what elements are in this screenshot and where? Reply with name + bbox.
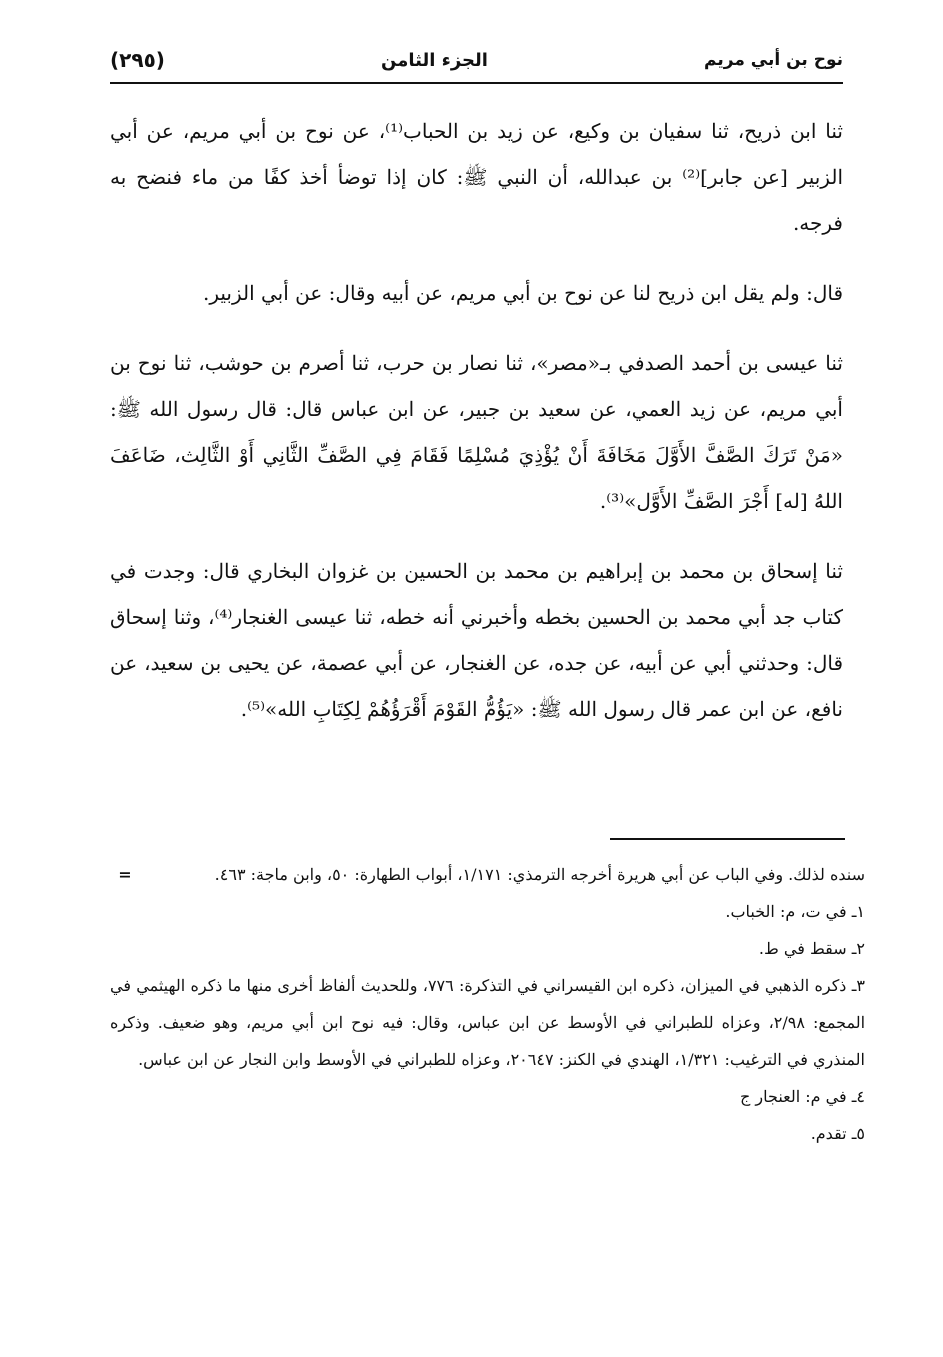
footnote-rule — [610, 838, 845, 840]
footnotes — [110, 856, 865, 1152]
paragraph: ثنا إسحاق بن محمد بن إبراهيم بن محمد بن الحسين بن غزوان البخاري قال: وجدت في كتاب جد أبي محمد بن الحسين بخطه وأخبرني أنه خطه، ثنا عيسى الغنجار⁽⁴⁾، وثنا إسحاق قال: وحدثني أبي عن أبيه، عن جده، عن الغنجار، عن أبي عصمة، عن يحيى بن سعيد، عن نافع، عن ابن عمر قال رسول الله ﷺ: «يَؤُمُّ القَوْمَ أَقْرَؤُهُمْ لِكِتَابِ الله»⁽⁵⁾. — [110, 559, 843, 721]
footnote-text: ٢ـ سقط في ط. — [758, 939, 865, 958]
footnote-item — [110, 1078, 865, 1115]
paragraph: قال: ولم يقل ابن ذريح لنا عن نوح بن أبي مريم، عن أبيه وقال: عن أبي الزبير. — [202, 281, 843, 305]
footnote-item — [110, 893, 865, 930]
page-header — [110, 38, 843, 82]
header-rule — [110, 82, 843, 84]
footnote-text: ١ـ في ت، م: الخباب. — [725, 902, 865, 921]
footnote-continued — [110, 856, 865, 893]
footnote-continued-text: سنده لذلك. وفي الباب عن أبي هريرة أخرجه الترمذي: ١/١٧١، أبواب الطهارة: ٥٠، وابن ماجة: ٤٦٣. — [214, 865, 865, 884]
footnote-text: ٤ـ في م: العنجار ج — [739, 1087, 865, 1106]
running-title: نوح بن أبي مريم — [704, 50, 843, 70]
paragraph: ثنا ابن ذريح، ثنا سفيان بن وكيع، عن زيد بن الحباب⁽¹⁾، عن نوح بن أبي مريم، عن أبي الزبير [عن جابر]⁽²⁾ بن عبدالله، أن النبي ﷺ: كان إذا توضأ أخذ كفًا من ماء فنضح به فرجه. — [110, 119, 843, 235]
footnote-item — [110, 967, 865, 1078]
footnote-item — [110, 1115, 865, 1152]
continuation-mark: = — [118, 865, 132, 884]
page-number: (٢٩٥) — [110, 48, 165, 72]
part-title: الجزء الثامن — [381, 49, 488, 71]
paragraph: ثنا عيسى بن أحمد الصدفي بـ«مصر»، ثنا نصار بن حرب، ثنا أصرم بن حوشب، ثنا نوح بن أبي مريم، عن زيد العمي، عن سعيد بن جبير، عن ابن عباس قال: قال رسول الله ﷺ: «مَنْ تَرَكَ الصَّفَّ الأَوَّلَ مَخَافَةَ أَنْ يُؤْذِيَ مُسْلِمًا فَقَامَ فِي الصَّفِّ الثَّانِي أَوْ الثَّالِث، ضَاعَفَ اللهُ [له] أَجْرَ الصَّفِّ الأَوَّل»⁽³⁾. — [110, 351, 843, 513]
footnote-item — [110, 930, 865, 967]
footnote-text: ٥ـ تقدم. — [810, 1124, 865, 1143]
main-text — [110, 108, 843, 756]
footnote-text: ٣ـ ذكره الذهبي في الميزان، ذكره ابن القيسراني في التذكرة: ٧٧٦، وللحديث ألفاظ أخرى منها ما ذكره الهيثمي في المجمع: ٢/٩٨، وعزاه للطبراني في الأوسط عن ابن عباس، وقال: فيه نوح ابن أبي مريم، وهو ضعيف. وذكره المنذري في الترغيب: ١/٣٢١، الهندي في الكنز: ٢٠٦٤٧، وعزاه للطبراني في الأوسط وابن النجار عن ابن عباس. — [110, 976, 866, 1069]
